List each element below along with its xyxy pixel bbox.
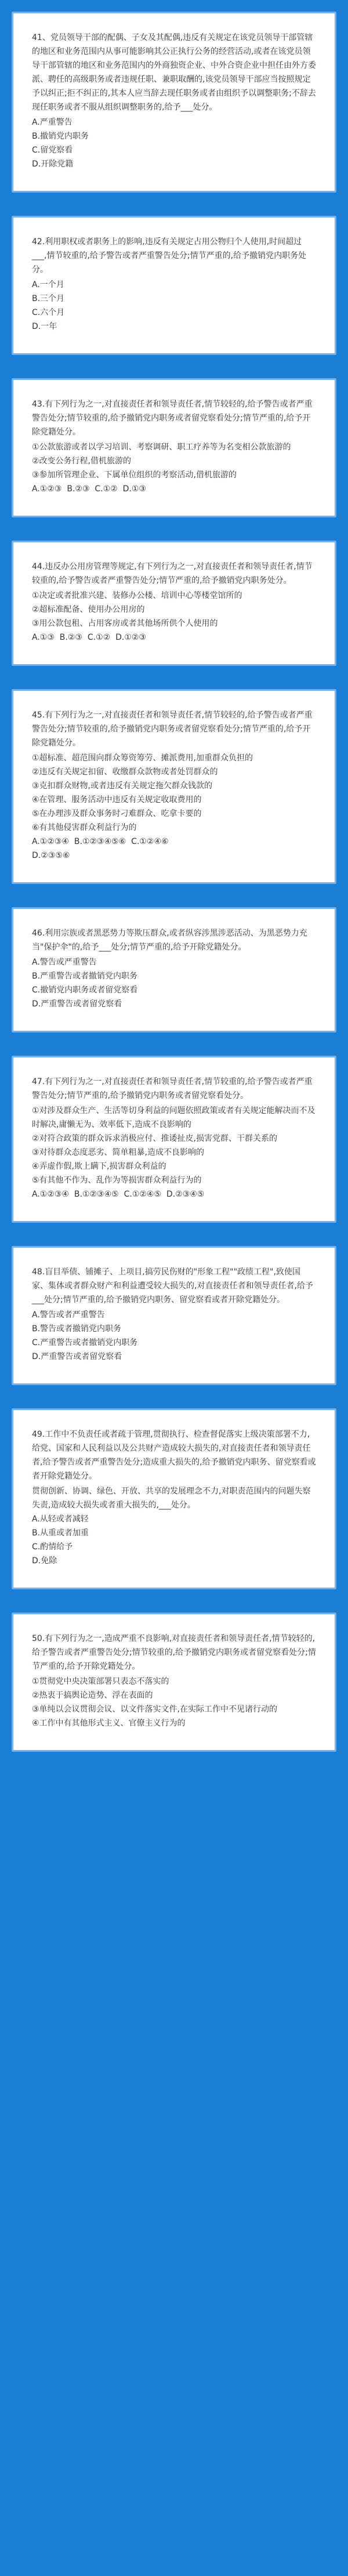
question-card	[12, 1246, 336, 1385]
question-stem: 41、党员领导干部的配偶、子女及其配偶,违反有关规定在该党员领导干部管辖的地区和业务范围内从事可能影响其公正执行公务的经营活动,或者在该党员领导干部管辖的地区和业务范围内的外商独资企业、中外合资企业中担任由外方委派、聘任的高级职务或者违规任职、兼职取酬的,该党员领导干部应当按照规定予以纠正;拒不纠正的,其本人应当辞去现任职务或者由组织予以调整职务;不辞去现任职务或者不服从组织调整职务的,给予___处分。	[32, 33, 316, 112]
answer-option[interactable]: A.警告或者严重警告	[32, 1310, 105, 1320]
answer-option[interactable]: D.一年	[32, 322, 57, 331]
question-item: ①对涉及群众生产、生活等切身利益的问题依照政策或者有关规定能解决而不及时解决,庸懒无为、效率低下,造成不良影响的	[32, 1106, 316, 1129]
question-item: ③克扣群众财物,或者违反有关规定拖欠群众钱款的	[32, 781, 212, 791]
question-stem: 44.违反办公用房管理等规定,有下列行为之一,对直接责任者和领导责任者,情节较重的,给予警告或者严重警告处分;情节严重的,给予撤销党内职务处分。	[32, 562, 313, 585]
answer-option[interactable]: D.严重警告或者留党察看	[32, 1352, 122, 1361]
answer-option[interactable]: D.免除	[32, 1556, 57, 1566]
question-stem: 50.有下列行为之一,造成严重不良影响,对直接责任者和领导责任者,情节较轻的,给予警告或者严重警告处分;情节较重的,给予撤销党内职务或者留党察看处分;情节严重的,给予开除党籍处分。	[32, 1634, 316, 1671]
question-item: ④工作中有其他形式主义、官僚主义行为的	[32, 1719, 186, 1728]
answer-option[interactable]: A.严重警告	[32, 118, 72, 127]
question-item: ①决定或者批准兴建、装修办公楼、培训中心等楼堂馆所的	[32, 591, 242, 600]
answer-option[interactable]: A.从轻或者减轻	[32, 1515, 89, 1524]
answer-option[interactable]: B.从重或者加重	[32, 1528, 89, 1538]
question-card	[12, 216, 336, 355]
question-stem: 48.盲目举债、铺摊子、上项目,搞劳民伤财的"形象工程""政绩工程",致使国家、集体或者群众财产和利益遭受较大损失的,对直接责任者和领导责任者,给予___处分;情节严重的,给予撤销党内职务、留党察看或者开除党籍处分。	[32, 1267, 313, 1305]
question-card	[12, 689, 336, 884]
answer-option[interactable]: C.酌情给予	[32, 1542, 73, 1552]
answer-option[interactable]: B.撤销党内职务	[32, 132, 89, 141]
question-item: ①超标准、超范围向群众筹资筹劳、摊派费用,加重群众负担的	[32, 753, 253, 763]
question-item: ②超标准配备、使用办公用房的	[32, 605, 145, 614]
question-stem: 43.有下列行为之一,对直接责任者和领导责任者,情节较轻的,给予警告或者严重警告处分;情节较重的,给予撤销党内职务或者留党察看处分;情节严重的,给予开除党籍处分。	[32, 400, 313, 437]
question-item: ①贯彻党中央决策部署只表态不落实的	[32, 1677, 169, 1686]
question-item: ③对待群众态度恶劣、简单粗暴,造成不良影响的	[32, 1148, 204, 1157]
answer-option[interactable]: C.撤销党内职务或者留党察看	[32, 986, 138, 995]
question-card	[12, 1613, 336, 1752]
question-item: ②对符合政策的群众诉求消极应付、推诿扯皮,损害党群、干群关系的	[32, 1134, 277, 1143]
question-item: ④弄虚作假,欺上瞒下,损害群众利益的	[32, 1162, 166, 1171]
question-card	[12, 378, 336, 517]
question-stem: 45.有下列行为之一,对直接责任者和领导责任者,情节较轻的,给予警告或者严重警告处分;情节较重的,给予撤销党内职务或者留党察看处分;情节严重的,给予开除党籍处分。	[32, 711, 313, 748]
question-item: ③单纯以会议贯彻会议、以文件落实文件,在实际工作中不见诸行动的	[32, 1705, 277, 1714]
question-item: ③用公款包租、占用客房或者其他场所供个人使用的	[32, 619, 218, 628]
question-stem: 47.有下列行为之一,对直接责任者和领导责任者,情节较重的,给予警告或者严重警告处分;情节严重的,给予撤销党内职务或者留党察看处分。	[32, 1077, 313, 1100]
answer-option[interactable]: D.严重警告或者留党察看	[32, 999, 122, 1009]
question-item: ⑤有其他不作为、乱作为等损害群众利益行为的	[32, 1176, 202, 1185]
answer-option[interactable]: B.三个月	[32, 294, 65, 303]
answer-option[interactable]: C.严重警告或者撤销党内职务	[32, 1338, 138, 1347]
question-item: ①公款旅游或者以学习培训、考察调研、职工疗养等为名变相公款旅游的	[32, 443, 291, 452]
question-item: ⑥有其他侵害群众利益行为的	[32, 823, 137, 832]
answer-option[interactable]: B.严重警告或者撤销党内职务	[32, 972, 138, 981]
question-item: ③参加所管理企业、下属单位组织的考察活动,借机旅游的	[32, 470, 237, 480]
question-item: ⑤在办理涉及群众事务时刁难群众、吃拿卡要的	[32, 809, 202, 818]
question-item: ②违反有关规定扣留、收缴群众款物或者处罚群众的	[32, 767, 218, 777]
question-stem: 49.工作中不负责任或者疏于管理,贯彻执行、检查督促落实上级决策部署不力,给党、国家和人民利益以及公共财产造成较大损失的,对直接责任者和领导责任者,给予警告或者严重警告处分;造成重大损失的,给予撤销党内职务、留党察看或者开除党籍处分。	[32, 1430, 316, 1481]
question-item: 贯彻创新、协调、绿色、开放、共享的发展理念不力,对职责范围内的问题失察失责,造成较大损失或者重大损失的,___处分。	[32, 1487, 311, 1510]
answer-option[interactable]: D.②③⑤⑥	[32, 851, 70, 860]
question-card	[12, 1408, 336, 1589]
question-item: ②改变公务行程,借机旅游的	[32, 456, 132, 466]
answer-option[interactable]: A.警告或严重警告	[32, 958, 97, 967]
answer-option[interactable]: C.六个月	[32, 308, 65, 317]
answer-option[interactable]: A.①③ B.②③ C.①② D.①②③	[32, 633, 146, 642]
question-stem: 46.利用宗族或者黑恶势力等欺压群众,或者纵容涉黑涉恶活动、为黑恶势力充当"保护伞"的,给予___处分;情节严重的,给予开除党籍处分。	[32, 929, 307, 952]
question-card	[12, 541, 336, 666]
question-card	[12, 1056, 336, 1223]
answer-option[interactable]: A.①②③④ B.①②③④⑤ C.①②④⑤ D.②③④⑤	[32, 1190, 205, 1199]
question-stem: 42.利用职权或者职务上的影响,违反有关规定占用公物归个人使用,时间超过___,情节较重的,给予警告或者严重警告处分;情节严重的,给予撤销党内职务处分。	[32, 237, 307, 274]
answer-option[interactable]: A.一个月	[32, 280, 64, 289]
answer-option[interactable]: C.留党察看	[32, 146, 73, 155]
answer-option[interactable]: A.①②③ B.②③ C.①② D.①③	[32, 484, 146, 494]
question-item: ④在管理、服务活动中违反有关规定收取费用的	[32, 795, 202, 805]
question-item: ②热衷于搞舆论造势、浮在表面的	[32, 1691, 153, 1700]
question-card	[12, 907, 336, 1032]
answer-option[interactable]: D.开除党籍	[32, 160, 74, 169]
answer-option[interactable]: B.警告或者撤销党内职务	[32, 1324, 122, 1334]
question-card	[12, 12, 336, 193]
answer-option[interactable]: A.①②③④ B.①②③④⑤⑥ C.①②④⑥	[32, 837, 169, 846]
